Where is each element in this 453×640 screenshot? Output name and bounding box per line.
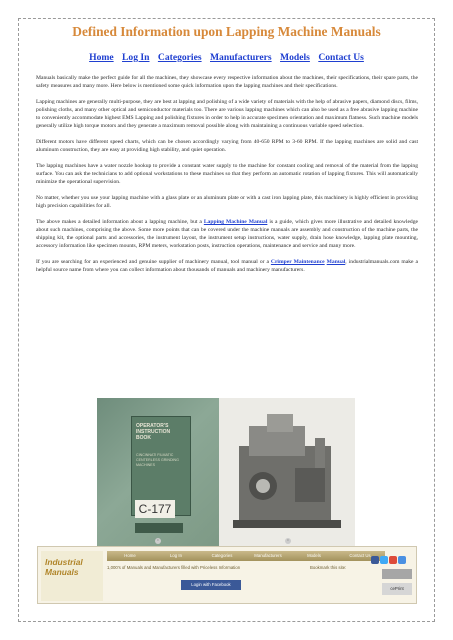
manual-cover-photo [97, 398, 219, 550]
carousel-prev-icon[interactable]: ‹ [155, 538, 161, 544]
book-subtitle: CINCINNATI FILMATIC CENTERLESS GRINDING MACHINES [136, 453, 179, 467]
machine-illustration [219, 398, 355, 550]
paragraph-supplier [36, 258, 418, 274]
crimper-manual-link[interactable]: Manual [326, 259, 346, 265]
banner-menu-home[interactable]: Home [124, 553, 136, 558]
nav-models-link[interactable]: Models [280, 52, 310, 63]
banner-menu-categories[interactable]: Categories [211, 553, 233, 558]
page-title: Defined Information upon Lapping Machine Manuals [72, 24, 381, 39]
banner-menu-manufacturers[interactable]: Manufacturers [254, 553, 282, 558]
manual-code: C-177 [135, 500, 175, 518]
brand-text: Industrial Manuals [45, 557, 83, 577]
paragraph-water: The lapping machines have a water nozzle hookup to provide a constant water supply to the machine for constant cooling and removal of the material from the lapping surface. You can ask the technicians to add optional workstations to these machines so that they perform an automatic rotation of lapping fixtures. This will automatically minimize the operational supervision. [36, 163, 418, 185]
paragraph-manual [36, 218, 418, 250]
twitter-icon[interactable] [380, 556, 388, 564]
book-title: OPERATOR'S INSTRUCTION BOOK [136, 423, 171, 441]
site-banner [37, 546, 417, 604]
article-body [36, 74, 418, 282]
paragraph-intro: Manuals basically make the perfect guide for all the machines, they showcase every respective information about the machines, their specifications, their spare parts, the safety measures and many more. Here below is mentioned some quick information upon the lapping machines and their specifications. [36, 75, 418, 89]
rss-icon[interactable] [389, 556, 397, 564]
nav-home-link[interactable]: Home [89, 52, 114, 63]
banner-menu [107, 551, 385, 561]
banner-menu-login[interactable]: Log In [170, 553, 182, 558]
lapping-manual-link[interactable]: Lapping Machine Manual [203, 219, 268, 225]
nav-login-link[interactable]: Log In [122, 52, 150, 63]
machine-photo [219, 398, 355, 550]
photo-strip [97, 398, 355, 550]
paragraph-text: , industrialmanuals.com make a helpful source name from where you can collect information about thousands of manuals and machinery manufacturers. [36, 259, 418, 273]
facebook-icon[interactable] [371, 556, 379, 564]
paragraph-lapping: Lapping machines are generally multi-purpose, they are best at lapping and polishing of a wide variety of materials with the help of abrasive papers, diamond discs, films, polishing cloths, and many other optical and semiconductor materials too. There are various lapping machines which can also be used as a free abrasive lapping machine to conveniently accommodate highest EMS Lapping and polishing fixtures in order to help in accurate specimen orientation and maximum flatness. Such machine models generally utilize high torque motors and they generate a maximum removal possible along with maintaining a continuous variable speed selection. [36, 99, 418, 129]
paragraph-text: If you are searching for an experienced and genuine supplier of machinery manual, tool manual or a [36, 259, 271, 265]
paragraph-plate: No matter, whether you use your lapping machine with a glass plate or an aluminum plate or with a cast iron lapping plate, this machinery is highly efficient in providing high precision capabilities for all. [36, 195, 418, 209]
brand-logo[interactable] [41, 551, 103, 601]
badge-icon [382, 569, 412, 579]
banner-tagline: 1,000's of Manuals and Manufacturers filled with Priceless Information [107, 565, 241, 570]
bookmark-label: Bookmark this site: [310, 565, 347, 570]
paragraph-speed: Different motors have different speed charts, which can be chosen accordingly varying from 40-650 RPM to 3-60 RPM. If the lapping machines are solid and cast aluminum construction, they are easy at providing high stability, and quiet operation. [36, 139, 418, 153]
social-icons [370, 551, 414, 561]
share-icon[interactable] [398, 556, 406, 564]
nav-contact-link[interactable]: Contact Us [318, 52, 364, 63]
paragraph-text: is a guide, which gives more illustrative and detailed knowledge about such machines, comprising the above. Some more points that can be covered under the machine manuals are assembly and construction of the machine parts, the shipping kit, the optional parts and accessories, the instrument layout, the instrument setup instructions, water supply, drain hose knowledge, lapping plate mounting, accessory information like specimen mounts, RPM meters, workstation posts, instruction operations, maintenance and service and many more. [36, 219, 418, 249]
nav-manufacturers-link[interactable]: Manufacturers [210, 52, 272, 63]
facebook-login-button[interactable]: Login with Facebook [181, 580, 241, 590]
nav-categories-link[interactable]: Categories [157, 52, 202, 63]
paragraph-text: The above makes a detailed information about a lapping machine, but a [36, 219, 204, 225]
manual-logo [135, 523, 183, 533]
carousel-next-icon[interactable]: › [285, 538, 291, 544]
banner-menu-models[interactable]: Models [307, 553, 321, 558]
crimper-manual-link[interactable]: Crimper Maintenance [270, 259, 325, 265]
banner-menu-contact[interactable]: Contact Us [349, 553, 371, 558]
print-button[interactable]: cePrint [382, 583, 412, 595]
top-nav [0, 52, 453, 63]
